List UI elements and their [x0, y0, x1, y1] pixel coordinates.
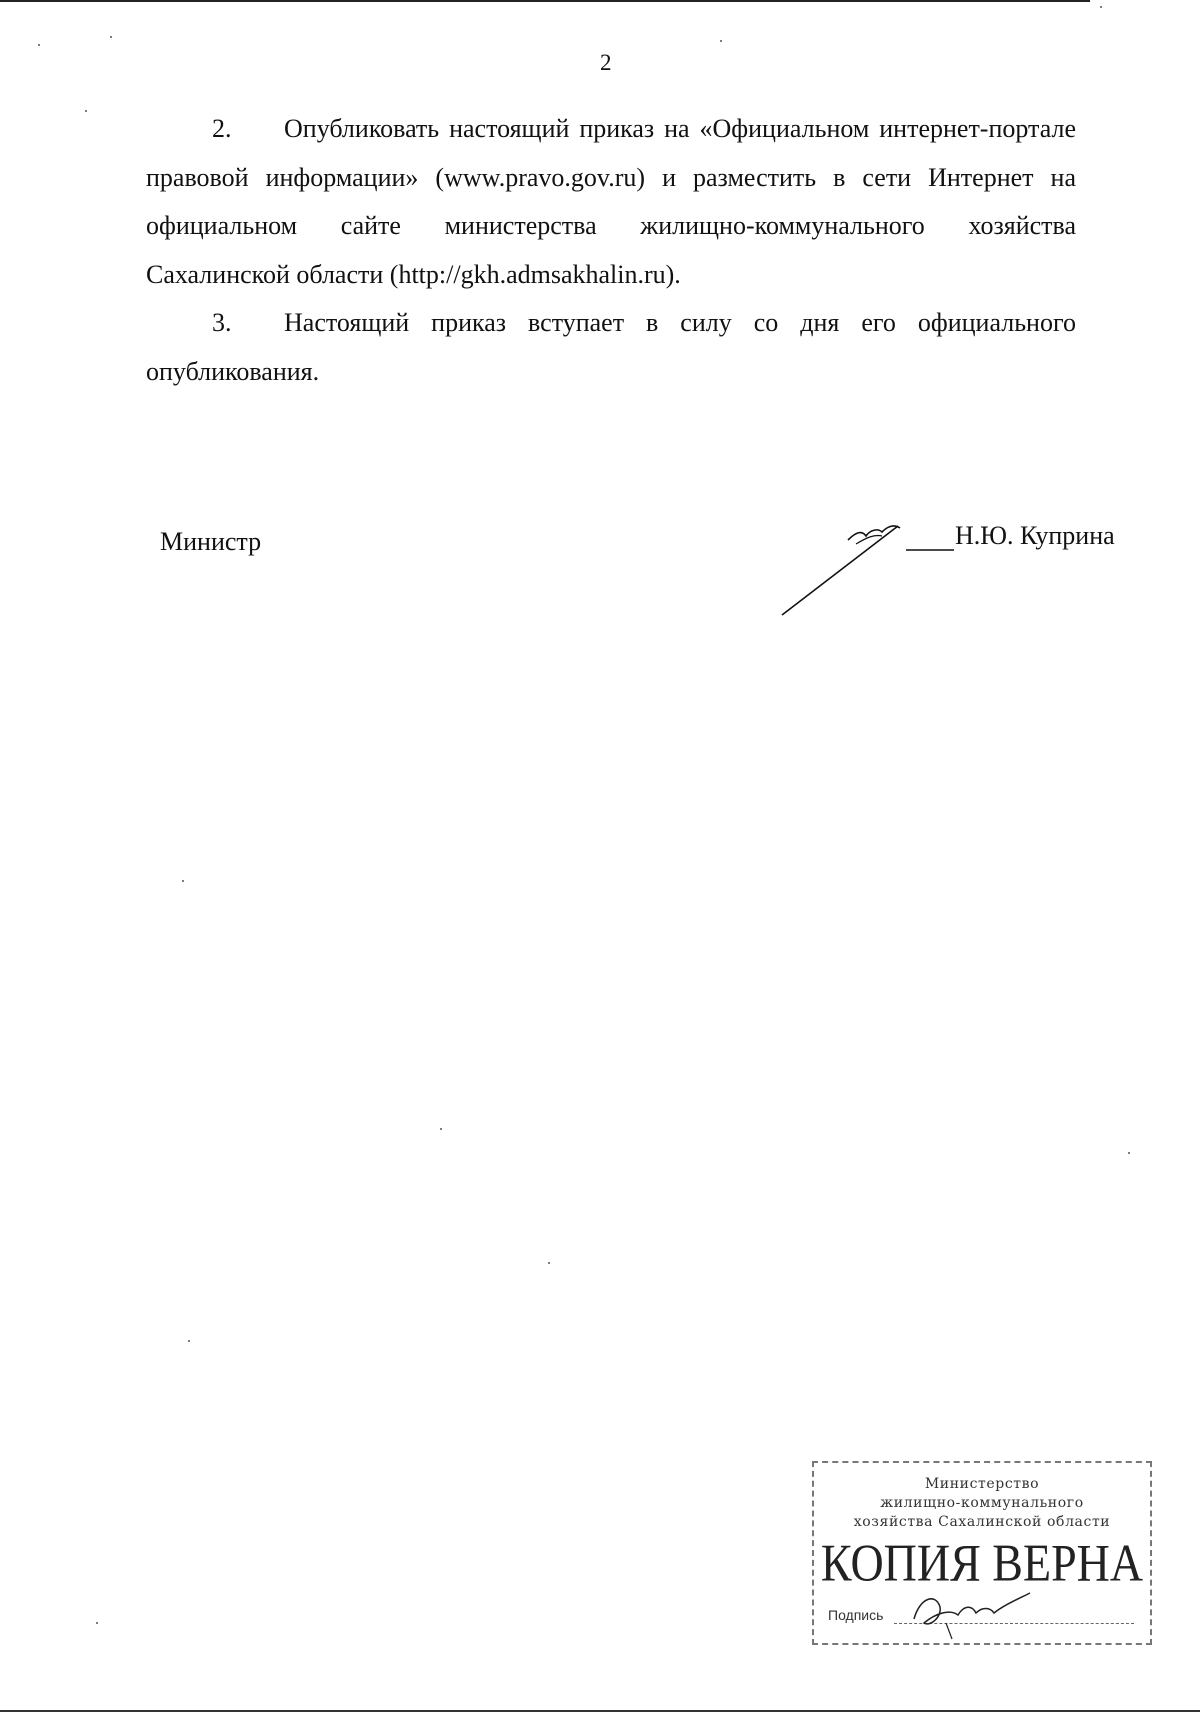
scan-speck: [1128, 1152, 1130, 1154]
scan-speck: [188, 1340, 190, 1342]
certified-copy-stamp: [812, 1461, 1152, 1645]
paragraph-number: 2.: [212, 114, 232, 143]
scan-speck: [720, 40, 722, 42]
scan-speck: [182, 880, 184, 882]
stamp-signature-label: Подпись: [828, 1607, 884, 1623]
scan-speck: [440, 1128, 442, 1130]
scan-speck: [38, 44, 40, 46]
stamp-organization: Министерство жилищно-коммунального хозяйства Сахалинской области: [853, 1476, 1111, 1530]
paragraph-2: [146, 105, 1076, 299]
scan-edge-top: [0, 0, 1090, 2]
scan-speck: [548, 1262, 550, 1264]
stamp-signature-scribble: [906, 1583, 1036, 1643]
scan-speck: [1100, 6, 1102, 8]
paragraph-number: 3.: [212, 308, 232, 337]
scan-speck: [85, 110, 87, 112]
stamp-main-text: КОПИЯ ВЕРНА: [820, 1533, 1144, 1592]
scan-edge-bottom: [0, 1710, 1200, 1712]
page-number: 2: [600, 50, 612, 75]
paragraph-3: [146, 299, 1076, 396]
paragraph-text: Настоящий приказ вступает в силу со дня его официального опубликования.: [146, 308, 1076, 386]
signatory-name: Н.Ю. Куприна: [955, 521, 1115, 550]
scan-speck: [96, 1622, 98, 1624]
scan-speck: [110, 36, 112, 38]
signatory-title: Министр: [160, 527, 262, 556]
paragraph-text: Опубликовать настоящий приказ на «Официальном интернет-портале правовой информации» (www.pravo.gov.ru) и разместить в сети Интернет на официальном сайте министерства жилищно-коммунального хозяйства Сахалинской области (http://gkh.admsakhalin.ru).: [146, 114, 1076, 289]
